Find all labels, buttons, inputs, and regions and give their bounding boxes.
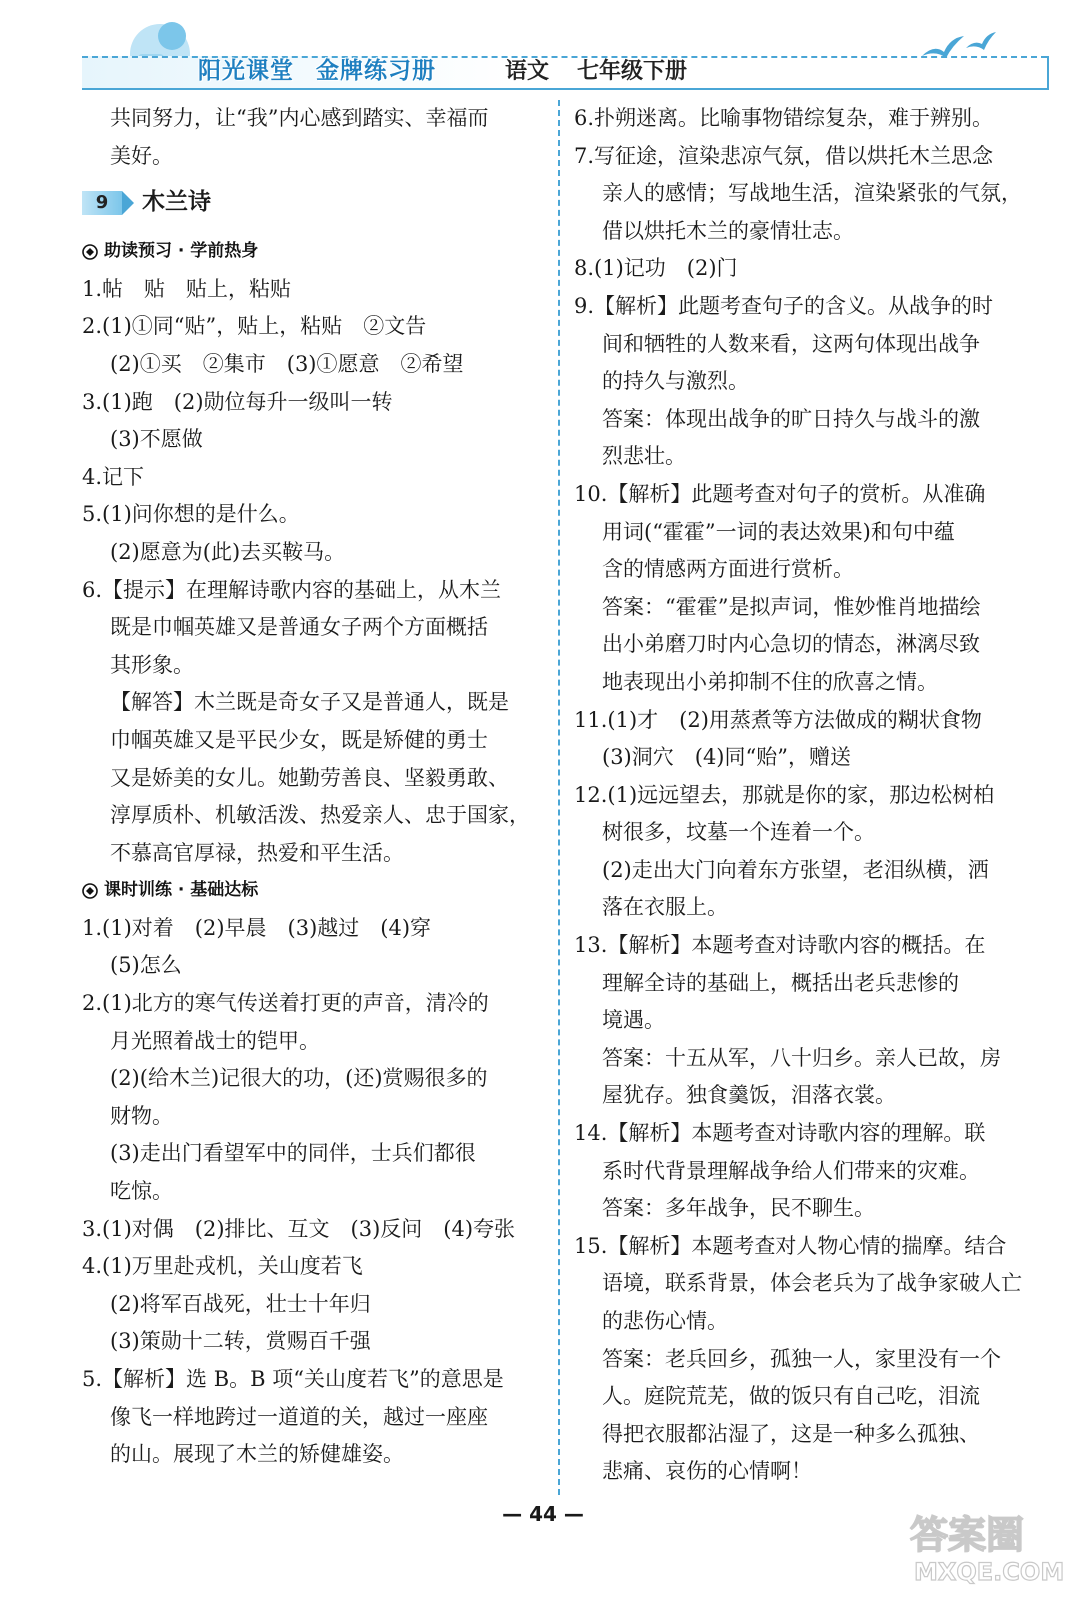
text-line: 屋犹存。独食羹饭，泪落衣裳。 xyxy=(602,1083,896,1108)
text-line: 13.【解析】本题考查对诗歌内容的概括。在 xyxy=(574,933,986,958)
lesson-heading xyxy=(82,179,552,227)
text-line: 10.【解析】此题考查对句子的赏析。从准确 xyxy=(574,481,986,506)
section-marker-icon xyxy=(82,244,98,260)
text-line: 用词(“霍霍”一词的表达效果)和句中蕴 xyxy=(602,519,955,544)
text-line: 理解全诗的基础上，概括出老兵悲惨的 xyxy=(602,970,959,995)
intro-text xyxy=(82,100,552,175)
page-number: — 44 — xyxy=(502,1502,584,1526)
text-line: 15.【解析】本题考查对人物心情的揣摩。结合 xyxy=(574,1233,1007,1258)
text-line: 答案：老兵回乡，孤独一人，家里没有一个 xyxy=(602,1346,1001,1371)
watermark-logo-icon xyxy=(900,1500,1070,1590)
text-line: 5.(1)问你想的是什么。 xyxy=(82,502,300,527)
text-line: 财物。 xyxy=(110,1103,173,1128)
text-line: (2)走出大门向着东方张望，老泪纵横，洒 xyxy=(602,857,989,882)
column-divider xyxy=(558,100,560,1495)
lesson-title: 木兰诗 xyxy=(142,189,211,216)
text-line: 淳厚质朴、机敏活泼、热爱亲人、忠于国家， xyxy=(110,803,530,828)
text-line: 月光照着战士的铠甲。 xyxy=(110,1028,320,1053)
text-line: 的悲伤心情。 xyxy=(602,1309,728,1333)
text-line: (2)(给木兰)记很大的功，(还)赏赐很多的 xyxy=(110,1066,488,1091)
text-line: 不慕高官厚禄，热爱和平生活。 xyxy=(110,840,404,865)
text-line: (2)愿意为(此)去买鞍马。 xyxy=(110,539,346,564)
text-line: 共同努力，让“我”内心感到踏实、幸福而 xyxy=(110,106,489,130)
birds-icon xyxy=(920,28,1000,68)
brand-title xyxy=(198,52,458,85)
grade-name: 七年级下册 xyxy=(577,59,688,84)
text-line: (3)策勋十二转，赏赐百千强 xyxy=(110,1329,371,1354)
text-line: 系时代背景理解战争给人们带来的灾难。 xyxy=(602,1158,980,1183)
text-line: 5.【解析】选 B。B 项“关山度若飞”的意思是 xyxy=(82,1367,504,1391)
text-line: 3.(1)对偶 (2)排比、互文 (3)反问 (4)夸张 xyxy=(82,1216,516,1241)
text-line: 巾帼英雄又是平民少女，既是矫健的勇士 xyxy=(110,727,488,752)
text-line: 出小弟磨刀时内心急切的情态，淋漓尽致 xyxy=(602,632,980,657)
brand-name: 阳光课堂 xyxy=(198,58,294,84)
text-line: 烈悲壮。 xyxy=(602,444,686,469)
text-line: 1.(1)对着 (2)早晨 (3)越过 (4)穿 xyxy=(82,915,432,940)
text-line: 人。庭院荒芜，做的饭只有自己吃，泪流 xyxy=(602,1384,980,1409)
text-line: 11.(1)才 (2)用蒸煮等方法做成的糊状食物 xyxy=(574,707,982,732)
text-line: 1.帖 贴 贴上，粘贴 xyxy=(82,276,292,301)
left-column xyxy=(82,100,552,1474)
text-line: 像飞一样地跨过一道道的关，越过一座座 xyxy=(110,1404,488,1429)
text-line: 又是娇美的女儿。她勤劳善良、坚毅勇敢、 xyxy=(110,765,509,790)
text-line: 答案：“霍霍”是拟声词，惟妙惟肖地描绘 xyxy=(602,594,981,619)
section-heading-preview xyxy=(82,233,552,271)
text-line: 答案：体现出战争的旷日持久与战斗的激 xyxy=(602,406,980,431)
text-line: (3)走出门看望军中的同伴，士兵们都很 xyxy=(110,1141,476,1166)
text-line: 树很多，坟墓一个连着一个。 xyxy=(602,820,875,845)
text-line: 答案：十五从军，八十归乡。亲人已故，房 xyxy=(602,1045,1001,1070)
text-line: 落在衣服上。 xyxy=(602,895,728,920)
text-line: 7.写征途，渲染悲凉气氛，借以烘托木兰思念 xyxy=(574,143,994,168)
svg-text:答案圈: 答案圈 xyxy=(910,1513,1025,1557)
text-line: 的山。展现了木兰的矫健雄姿。 xyxy=(110,1442,404,1467)
text-line: 含的情感两方面进行赏析。 xyxy=(602,557,854,582)
text-line: (2)①买 ②集市 (3)①愿意 ②希望 xyxy=(110,351,464,376)
text-line: 2.(1)北方的寒气传送着打更的声音，清冷的 xyxy=(82,991,489,1016)
svg-text:MXQE.COM: MXQE.COM xyxy=(914,1558,1065,1586)
text-line: (2)将军百战死，壮士十年归 xyxy=(110,1291,371,1316)
text-line: 4.记下 xyxy=(82,464,145,489)
section-preview-content xyxy=(82,271,552,873)
brand-series: 金牌练习册 xyxy=(316,58,436,84)
section-marker-icon xyxy=(82,883,98,899)
text-line: (3)不愿做 xyxy=(110,427,203,452)
text-line: 9.【解析】此题考查句子的含义。从战争的时 xyxy=(574,293,994,318)
text-line: (5)怎么 xyxy=(110,953,182,978)
right-column xyxy=(574,100,1039,1491)
section-title: 助读预习 · 学前热身 xyxy=(104,241,259,262)
text-line: 4.(1)万里赴戎机，关山度若飞 xyxy=(82,1254,363,1279)
answer-list xyxy=(574,100,1039,1491)
text-line: 语境，联系背景，体会老兵为了战争家破人亡 xyxy=(602,1271,1022,1296)
text-line: 借以烘托木兰的豪情壮志。 xyxy=(602,218,854,243)
section-training-content xyxy=(82,910,552,1474)
text-line: 间和牺牲的人数来看，这两句体现出战争 xyxy=(602,331,980,356)
text-line: 【解答】木兰既是奇女子又是普通人，既是 xyxy=(110,690,509,715)
text-line: 悲痛、哀伤的心情啊！ xyxy=(602,1459,812,1484)
text-line: 12.(1)远远望去，那就是你的家，那边松树柏 xyxy=(574,782,995,807)
text-line: 答案：多年战争，民不聊生。 xyxy=(602,1196,875,1221)
text-line: 6.扑朔迷离。比喻事物错综复杂，难于辨别。 xyxy=(574,106,994,130)
text-line: 境遇。 xyxy=(602,1008,665,1033)
text-line: (3)洞穴 (4)同“贻”，赠送 xyxy=(602,745,851,770)
text-line: 亲人的感情；写战地生活，渲染紧张的气氛， xyxy=(602,181,1022,206)
text-line: 8.(1)记功 (2)门 xyxy=(574,256,738,281)
text-line: 其形象。 xyxy=(110,652,194,677)
lesson-number: 9 xyxy=(82,191,122,215)
text-line: 14.【解析】本题考查对诗歌内容的理解。联 xyxy=(574,1121,986,1146)
text-line: 3.(1)跑 (2)勋位每升一级叫一转 xyxy=(82,389,393,414)
section-heading-training xyxy=(82,872,552,910)
chevron-right-icon xyxy=(122,191,134,215)
text-line: 6.【提示】在理解诗歌内容的基础上，从木兰 xyxy=(82,577,502,602)
subject-name: 语文 xyxy=(505,59,550,84)
subject-label xyxy=(505,54,715,85)
text-line: 美好。 xyxy=(110,143,173,168)
text-line: 得把衣服都沾湿了，这是一种多么孤独、 xyxy=(602,1421,980,1446)
text-line: 地表现出小弟抑制不住的欣喜之情。 xyxy=(602,669,938,694)
page-header xyxy=(0,0,1086,100)
text-line: 2.(1)①同“贴”，贴上，粘贴 ②文告 xyxy=(82,314,427,339)
text-line: 既是巾帼英雄又是普通女子两个方面概括 xyxy=(110,615,488,640)
text-line: 的持久与激烈。 xyxy=(602,369,749,394)
section-title: 课时训练 · 基础达标 xyxy=(104,880,259,901)
text-line: 吃惊。 xyxy=(110,1179,173,1204)
